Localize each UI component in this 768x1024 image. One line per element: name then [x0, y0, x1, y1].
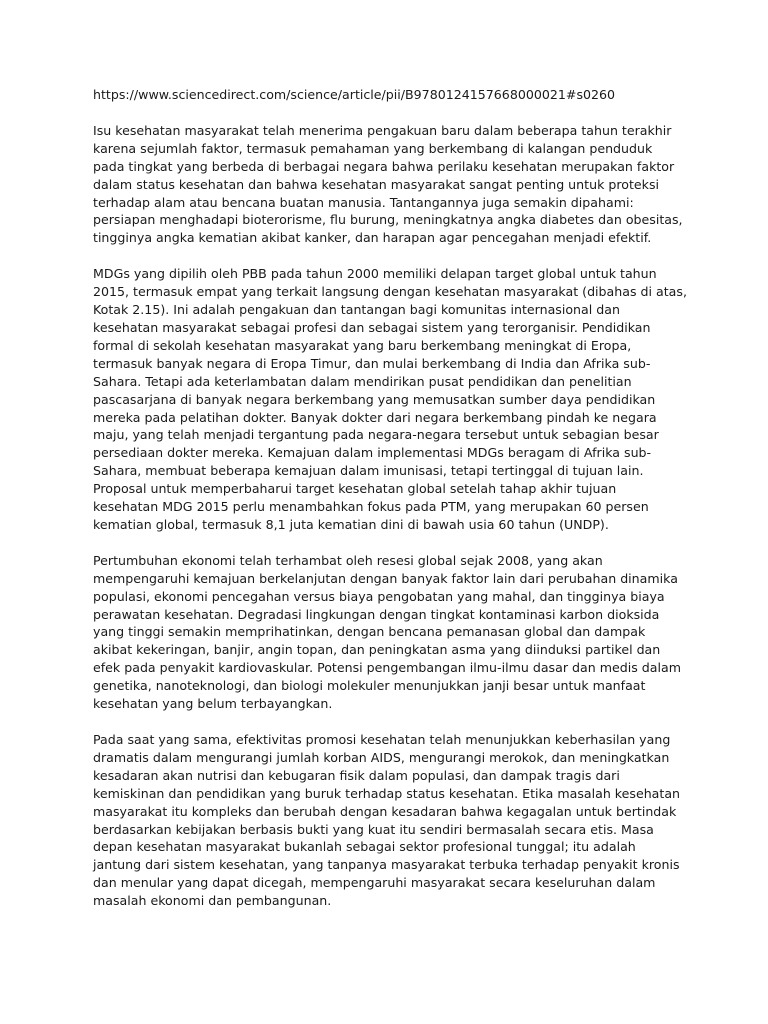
text-line: kesehatan MDG 2015 perlu menambahkan fokus pada PTM, yang merupakan 60 persen	[93, 499, 649, 515]
text-line: perawatan kesehatan. Degradasi lingkungan dengan tingkat kontaminasi karbon dioksida	[93, 606, 660, 622]
text-line: persediaan dokter mereka. Kemajuan dalam implementasi MDGs beragam di Afrika sub-	[93, 445, 652, 461]
text-line: termasuk banyak negara di Eropa Timur, dan mulai berkembang di India dan Afrika sub-	[93, 355, 651, 371]
text-line: genetika, nanoteknologi, dan biologi molekuler menunjukkan janji besar untuk manfaat	[93, 678, 646, 694]
document-page	[93, 86, 687, 928]
text-line: kesadaran akan nutrisi dan kebugaran fisik dalam populasi, dan dampak tragis dari	[93, 767, 620, 783]
text-line: masyarakat itu kompleks dan berubah dengan kesadaran bahwa kegagalan untuk bertindak	[93, 803, 677, 819]
paragraph-4	[93, 731, 679, 910]
text-line: pascasarjana di banyak negara berkembang yang memusatkan sumber daya pendidikan	[93, 391, 656, 407]
text-line: Pertumbuhan ekonomi telah terhambat oleh resesi global sejak 2008, yang akan	[93, 552, 603, 568]
source-url: https://www.sciencedirect.com/science/article/pii/B9780124157668000021#s0260	[93, 87, 616, 102]
text-line: kesehatan masyarakat sebagai profesi dan sebagai sistem yang terorganisir. Pendidikan	[93, 319, 651, 335]
paragraph-3	[93, 552, 679, 713]
text-line: Proposal untuk memperbaharui target kesehatan global setelah tahap akhir tujuan	[93, 481, 617, 497]
text-line: formal di sekolah kesehatan masyarakat yang baru berkembang meningkat di Eropa,	[93, 337, 632, 353]
text-line: dalam status kesehatan dan bahwa kesehatan masyarakat sangat penting untuk proteksi	[93, 176, 660, 192]
text-line: terhadap alam atau bencana buatan manusia. Tantangannya juga semakin dipahami:	[93, 194, 634, 210]
body-text	[93, 122, 687, 910]
text-line: kemiskinan dan pendidikan yang buruk terhadap status kesehatan. Etika masalah kesehatan	[93, 785, 681, 801]
text-line: persiapan menghadapi bioterorisme, flu burung, meningkatnya angka diabetes dan obesitas,	[93, 212, 683, 228]
text-line: Kotak 2.15). Ini adalah pengakuan dan tantangan bagi komunitas internasional dan	[93, 302, 620, 318]
text-line: Pada saat yang sama, efektivitas promosi kesehatan telah menunjukkan keberhasilan yang	[93, 732, 671, 747]
paragraph-1	[93, 122, 683, 247]
text-line: tingginya angka kematian akibat kanker, dan harapan agar pencegahan menjadi efektif.	[93, 230, 652, 246]
text-line: pada tingkat yang berbeda di berbagai negara bahwa perilaku kesehatan merupakan faktor	[93, 158, 675, 174]
text-line: mempengaruhi kemajuan berkelanjutan dengan banyak faktor lain dari perubahan dinamika	[93, 570, 678, 586]
text-line: 2015, termasuk empat yang terkait langsung dengan kesehatan masyarakat (dibahas di atas,	[93, 284, 687, 300]
text-line: Isu kesehatan masyarakat telah menerima pengakuan baru dalam beberapa tahun terakhir	[93, 122, 672, 138]
text-line: masalah ekonomi dan pembangunan.	[93, 893, 332, 909]
text-line: yang tinggi semakin memprihatinkan, dengan bencana pemanasan global dan dampak	[93, 624, 646, 640]
text-line: populasi, ekonomi pencegahan versus biaya pengobatan yang mahal, dan tingginya biaya	[93, 588, 665, 604]
text-line: depan kesehatan masyarakat bukanlah sebagai sektor profesional tunggal; itu adalah	[93, 839, 636, 855]
text-line: kesehatan yang belum terbayangkan.	[93, 696, 333, 712]
text-line: mereka pada pelatihan dokter. Banyak dokter dari negara berkembang pindah ke negara	[93, 409, 657, 425]
text-line: dramatis dalam mengurangi jumlah korban AIDS, mengurangi merokok, dan meningkatkan	[93, 749, 670, 765]
text-line: kematian global, termasuk 8,1 juta kematian dini di bawah usia 60 tahun (UNDP).	[93, 516, 609, 532]
text-line: Sahara. Tetapi ada keterlambatan dalam mendirikan pusat pendidikan dan penelitian	[93, 373, 632, 389]
text-line: karena sejumlah faktor, termasuk pemahaman yang berkembang di kalangan penduduk	[93, 140, 653, 156]
text-line: maju, yang telah menjadi tergantung pada negara-negara tersebut untuk sebagian besar	[93, 427, 659, 443]
text-line: berdasarkan kebijakan berbasis bukti yang kuat itu sendiri bermasalah secara etis. Masa	[93, 821, 654, 837]
text-line: akibat kekeringan, banjir, angin topan, dan peningkatan asma yang diinduksi partikel dan	[93, 642, 661, 658]
text-line: MDGs yang dipilih oleh PBB pada tahun 2000 memiliki delapan target global untuk tahun	[93, 266, 657, 282]
text-line: jantung dari sistem kesehatan, yang tanpanya masyarakat terbuka terhadap penyakit kronis	[93, 857, 680, 873]
text-line: dan menular yang dapat dicegah, mempengaruhi masyarakat secara keseluruhan dalam	[93, 875, 656, 891]
text-line: Sahara, membuat beberapa kemajuan dalam imunisasi, tetapi tertinggal di tujuan lain.	[93, 463, 644, 479]
paragraph-2	[93, 265, 687, 534]
text-line: efek pada penyakit kardiovaskular. Potensi pengembangan ilmu-ilmu dasar dan medis dalam	[93, 660, 681, 676]
